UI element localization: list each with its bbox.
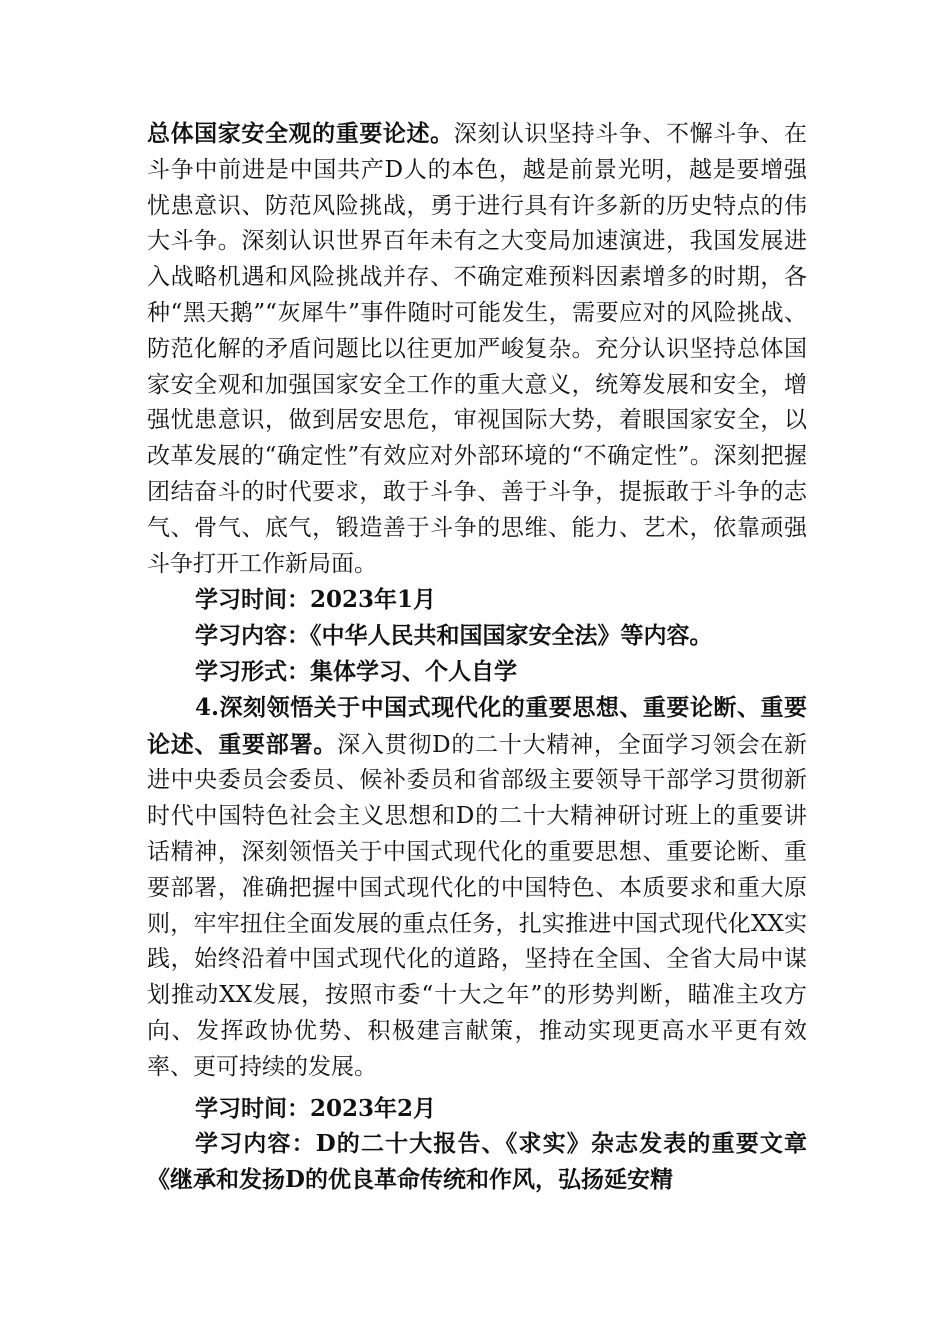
paragraph-body: 深刻认识坚持斗争、不懈斗争、在斗争中前进是中国共产D人的本色，越是前景光明，越是要增强忧患意识、防范风险挑战，勇于进行具有许多新的历史特点的伟大斗争。深刻认识世界百年未有之大变局加速演进，我国发展进入战略机遇和风险挑战并存、不确定难预料因素增多的时期，各种“黑天鹅”“灰犀牛”事件随时可能发生，需要应对的风险挑战、防范化解的矛盾问题比以往更加严峻复杂。充分认识坚持总体国家安全观和加强国家安全工作的重大意义，统筹发展和安全，增强忧患意识，做到居安思危，审视国际大势，着眼国家安全，以改革发展的“确定性”有效应对外部环境的“不确定性”。深刻把握团结奋斗的时代要求，敢于斗争、善于斗争，提振敢于斗争的志气、骨气、底气，锻造善于斗争的思维、能力、艺术，依靠顽强斗争打开工作新局面。 [147, 121, 808, 577]
paragraph-modernization [147, 690, 807, 1086]
study-time-1: 学习时间：2023年1月 [195, 586, 437, 614]
study-content-2: 学习内容：D的二十大报告、《求实》杂志发表的重要文章《继承和发扬D的优良革命传统和作风，弘扬延安精 [147, 1130, 807, 1194]
paragraph-heading-4: 4.深刻领悟关于中国式现代化的重要思想、重要论断、重要论述、重要部署。 [147, 693, 807, 758]
paragraph-national-security [147, 116, 807, 582]
document-page [147, 116, 807, 1198]
study-time-2: 学习时间：2023年2月 [195, 1094, 437, 1122]
study-form-1: 学习形式：集体学习、个人自学 [195, 657, 517, 685]
paragraph-body: 深入贯彻D的二十大精神，全面学习领会在新进中央委员会委员、候补委员和省部级主要领导干部学习贯彻新时代中国特色社会主义思想和D的二十大精神研讨班上的重要讲话精神，深刻领悟关于中国式现代化的重要思想、重要论断、重要部署，准确把握中国式现代化的中国特色、本质要求和重大原则，牢牢扭住全面发展的重点任务，扎实推进中国式现代化XX实践，始终沿着中国式现代化的道路，坚持在全国、全省大局中谋划推动XX发展，按照市委“十大之年”的形势判断，瞄准主攻方向、发挥政协优势、积极建言献策，推动实现更高水平更有效率、更可持续的发展。 [147, 731, 807, 1080]
study-content-1: 学习内容：《中华人民共和国国家安全法》等内容。 [195, 622, 713, 650]
paragraph-lead: 总体国家安全观的重要论述。 [147, 120, 454, 147]
